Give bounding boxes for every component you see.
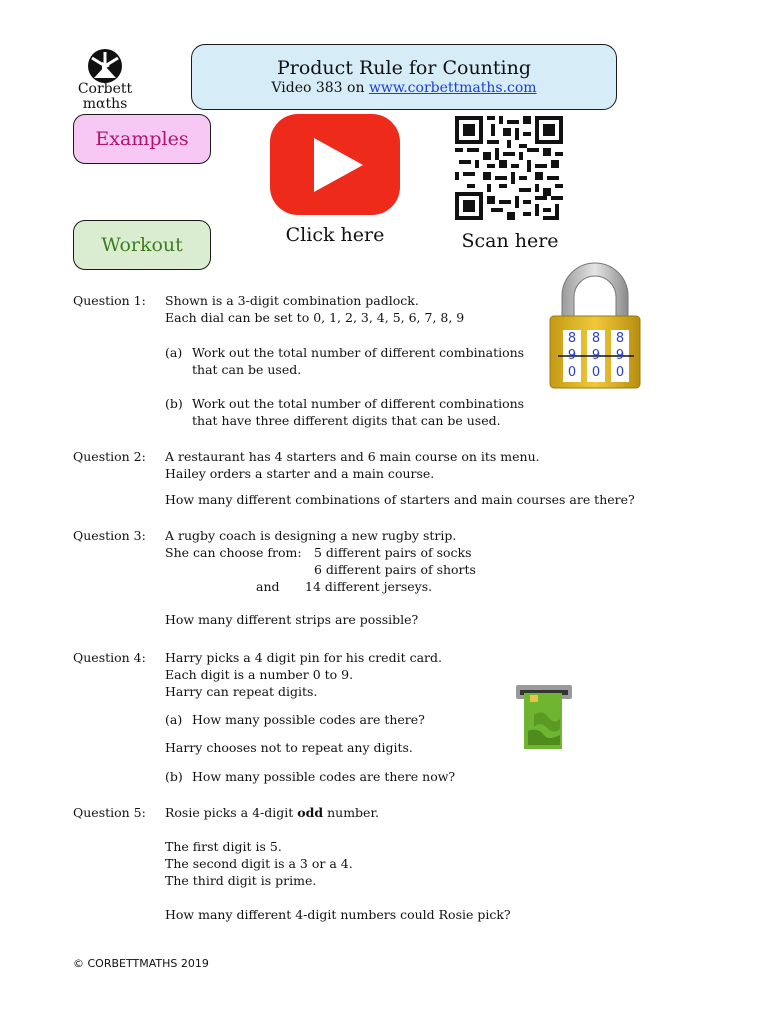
question-3-ask: How many different strips are possible? [165,612,419,627]
dial-3-bottom: 0 [615,365,625,380]
title-box [191,44,617,110]
question-3-line-1: A rugby coach is designing a new rugby strip. [165,528,457,543]
question-5-label: Question 5: [73,805,146,820]
question-3-label: Question 3: [73,528,146,543]
question-5-line [165,804,379,821]
dial-3-top: 8 [615,331,625,346]
dial-1-bottom: 0 [567,365,577,380]
question-5-line-post: number. [323,805,380,820]
question-4b-tag: (b) [165,769,183,784]
question-1-line-1: Shown is a 3-digit combination padlock. [165,293,419,308]
question-3-option-2: 6 different pairs of shorts [314,562,476,577]
question-3-choose-prefix: She can choose from: [165,545,302,560]
page-title: Product Rule for Counting [276,57,532,79]
question-4a-tag: (a) [165,712,183,727]
video-play-button[interactable] [270,114,400,215]
dial-2-bottom: 0 [591,365,601,380]
question-2-label: Question 2: [73,449,146,464]
corbettmaths-logo [74,46,136,112]
padlock-illustration [548,260,642,390]
question-5-line-pre: Rosie picks a 4-digit [165,805,298,820]
question-3-and: and [256,579,280,594]
question-1a-tag: (a) [165,345,183,360]
question-5-fact-2: The second digit is a 3 or a 4. [165,856,353,871]
logo-text-line2: mαths [82,96,128,112]
question-4a-text: How many possible codes are there? [192,712,425,727]
dial-1-middle: 9 [567,348,577,363]
question-1b-line-1: Work out the total number of different combinations [192,396,525,411]
corbettmaths-link[interactable]: www.corbettmaths.com [368,80,537,96]
question-1a-line-2: that can be used. [192,362,302,377]
dial-2-middle: 9 [591,348,601,363]
question-3-option-3: 14 different jerseys. [305,579,433,594]
card-machine-icon [514,685,574,751]
dial-2-top: 8 [591,331,601,346]
question-1-label: Question 1: [73,293,146,308]
play-icon [270,114,400,215]
credit-card-illustration [514,685,574,751]
question-1-line-2: Each dial can be set to 0, 1, 2, 3, 4, 5, 6, 7, 8, 9 [165,310,465,325]
logo-text-line1: Corbett [77,81,133,97]
question-5-ask: How many different 4-digit numbers could Rosie pick? [165,907,511,922]
examples-button[interactable]: Examples [73,114,211,164]
question-4-middle: Harry chooses not to repeat any digits. [165,740,413,755]
question-4-line-2: Each digit is a number 0 to 9. [165,667,354,682]
question-1b-line-2: that have three different digits that can be used. [192,413,501,428]
scan-here-label: Scan here [461,230,559,252]
question-5-odd: odd [297,805,324,820]
video-prefix: Video 383 on [271,80,369,96]
dial-1-top: 8 [567,331,577,346]
question-2-line-2: Hailey orders a starter and a main course. [165,466,435,481]
question-5-fact-3: The third digit is prime. [165,873,317,888]
qr-code-icon [455,116,563,220]
question-4-line-3: Harry can repeat digits. [165,684,318,699]
click-here-label[interactable]: Click here [285,224,385,246]
dial-3-middle: 9 [615,348,625,363]
logo-emblem-icon [74,46,136,86]
copyright-footer: © CORBETTMATHS 2019 [73,957,209,970]
question-3-option-1: 5 different pairs of socks [314,545,472,560]
question-4-line-1: Harry picks a 4 digit pin for his credit card. [165,650,442,665]
question-4-label: Question 4: [73,650,146,665]
qr-code[interactable] [455,116,563,220]
question-4b-text: How many possible codes are there now? [192,769,456,784]
question-1a-line-1: Work out the total number of different combinations [192,345,525,360]
question-2-ask: How many different combinations of starters and main courses are there? [165,492,635,507]
question-1b-tag: (b) [165,396,183,411]
workout-button[interactable]: Workout [73,220,211,270]
question-2-line-1: A restaurant has 4 starters and 6 main course on its menu. [165,449,540,464]
video-reference [192,79,616,97]
question-5-fact-1: The first digit is 5. [165,839,282,854]
